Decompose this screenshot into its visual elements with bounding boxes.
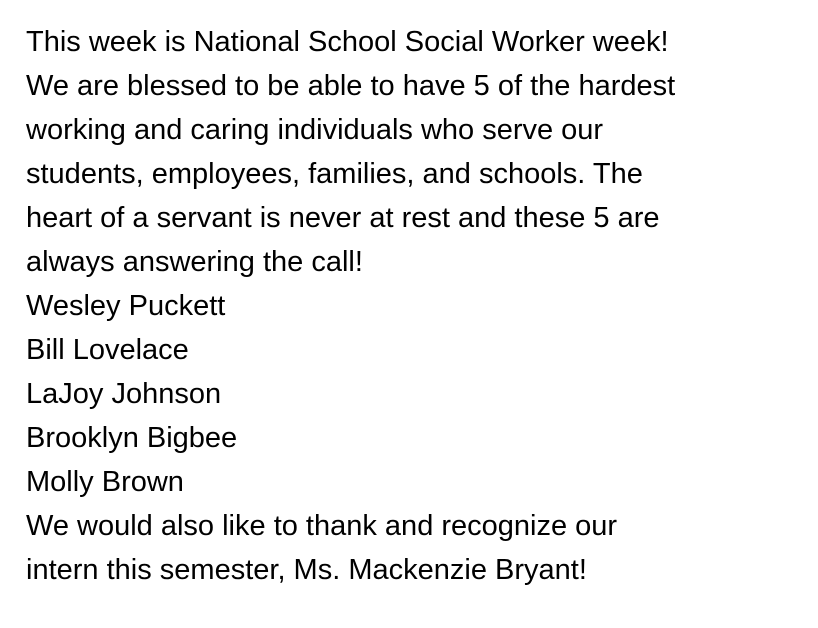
intro-line: This week is National School Social Worker week!: [26, 26, 669, 58]
closing-paragraph: [26, 504, 806, 592]
post-text: [26, 20, 806, 592]
name-item: Molly Brown: [26, 466, 184, 498]
name-item: Brooklyn Bigbee: [26, 422, 238, 454]
name-item: Wesley Puckett: [26, 290, 226, 322]
name-item: LaJoy Johnson: [26, 378, 222, 410]
intro-line: working and caring individuals who serve our: [26, 114, 604, 146]
closing-line: We would also like to thank and recognize our: [26, 510, 618, 542]
intro-line: We are blessed to be able to have 5 of the hardest: [26, 70, 676, 102]
intro-line: heart of a servant is never at rest and these 5 are: [26, 202, 660, 234]
intro-line: students, employees, families, and schools. The: [26, 158, 643, 190]
social-worker-names-list: [26, 284, 806, 504]
closing-line: intern this semester, Ms. Mackenzie Bryant!: [26, 554, 587, 586]
intro-paragraph: [26, 20, 806, 284]
intro-line: always answering the call!: [26, 246, 363, 278]
name-item: Bill Lovelace: [26, 334, 189, 366]
